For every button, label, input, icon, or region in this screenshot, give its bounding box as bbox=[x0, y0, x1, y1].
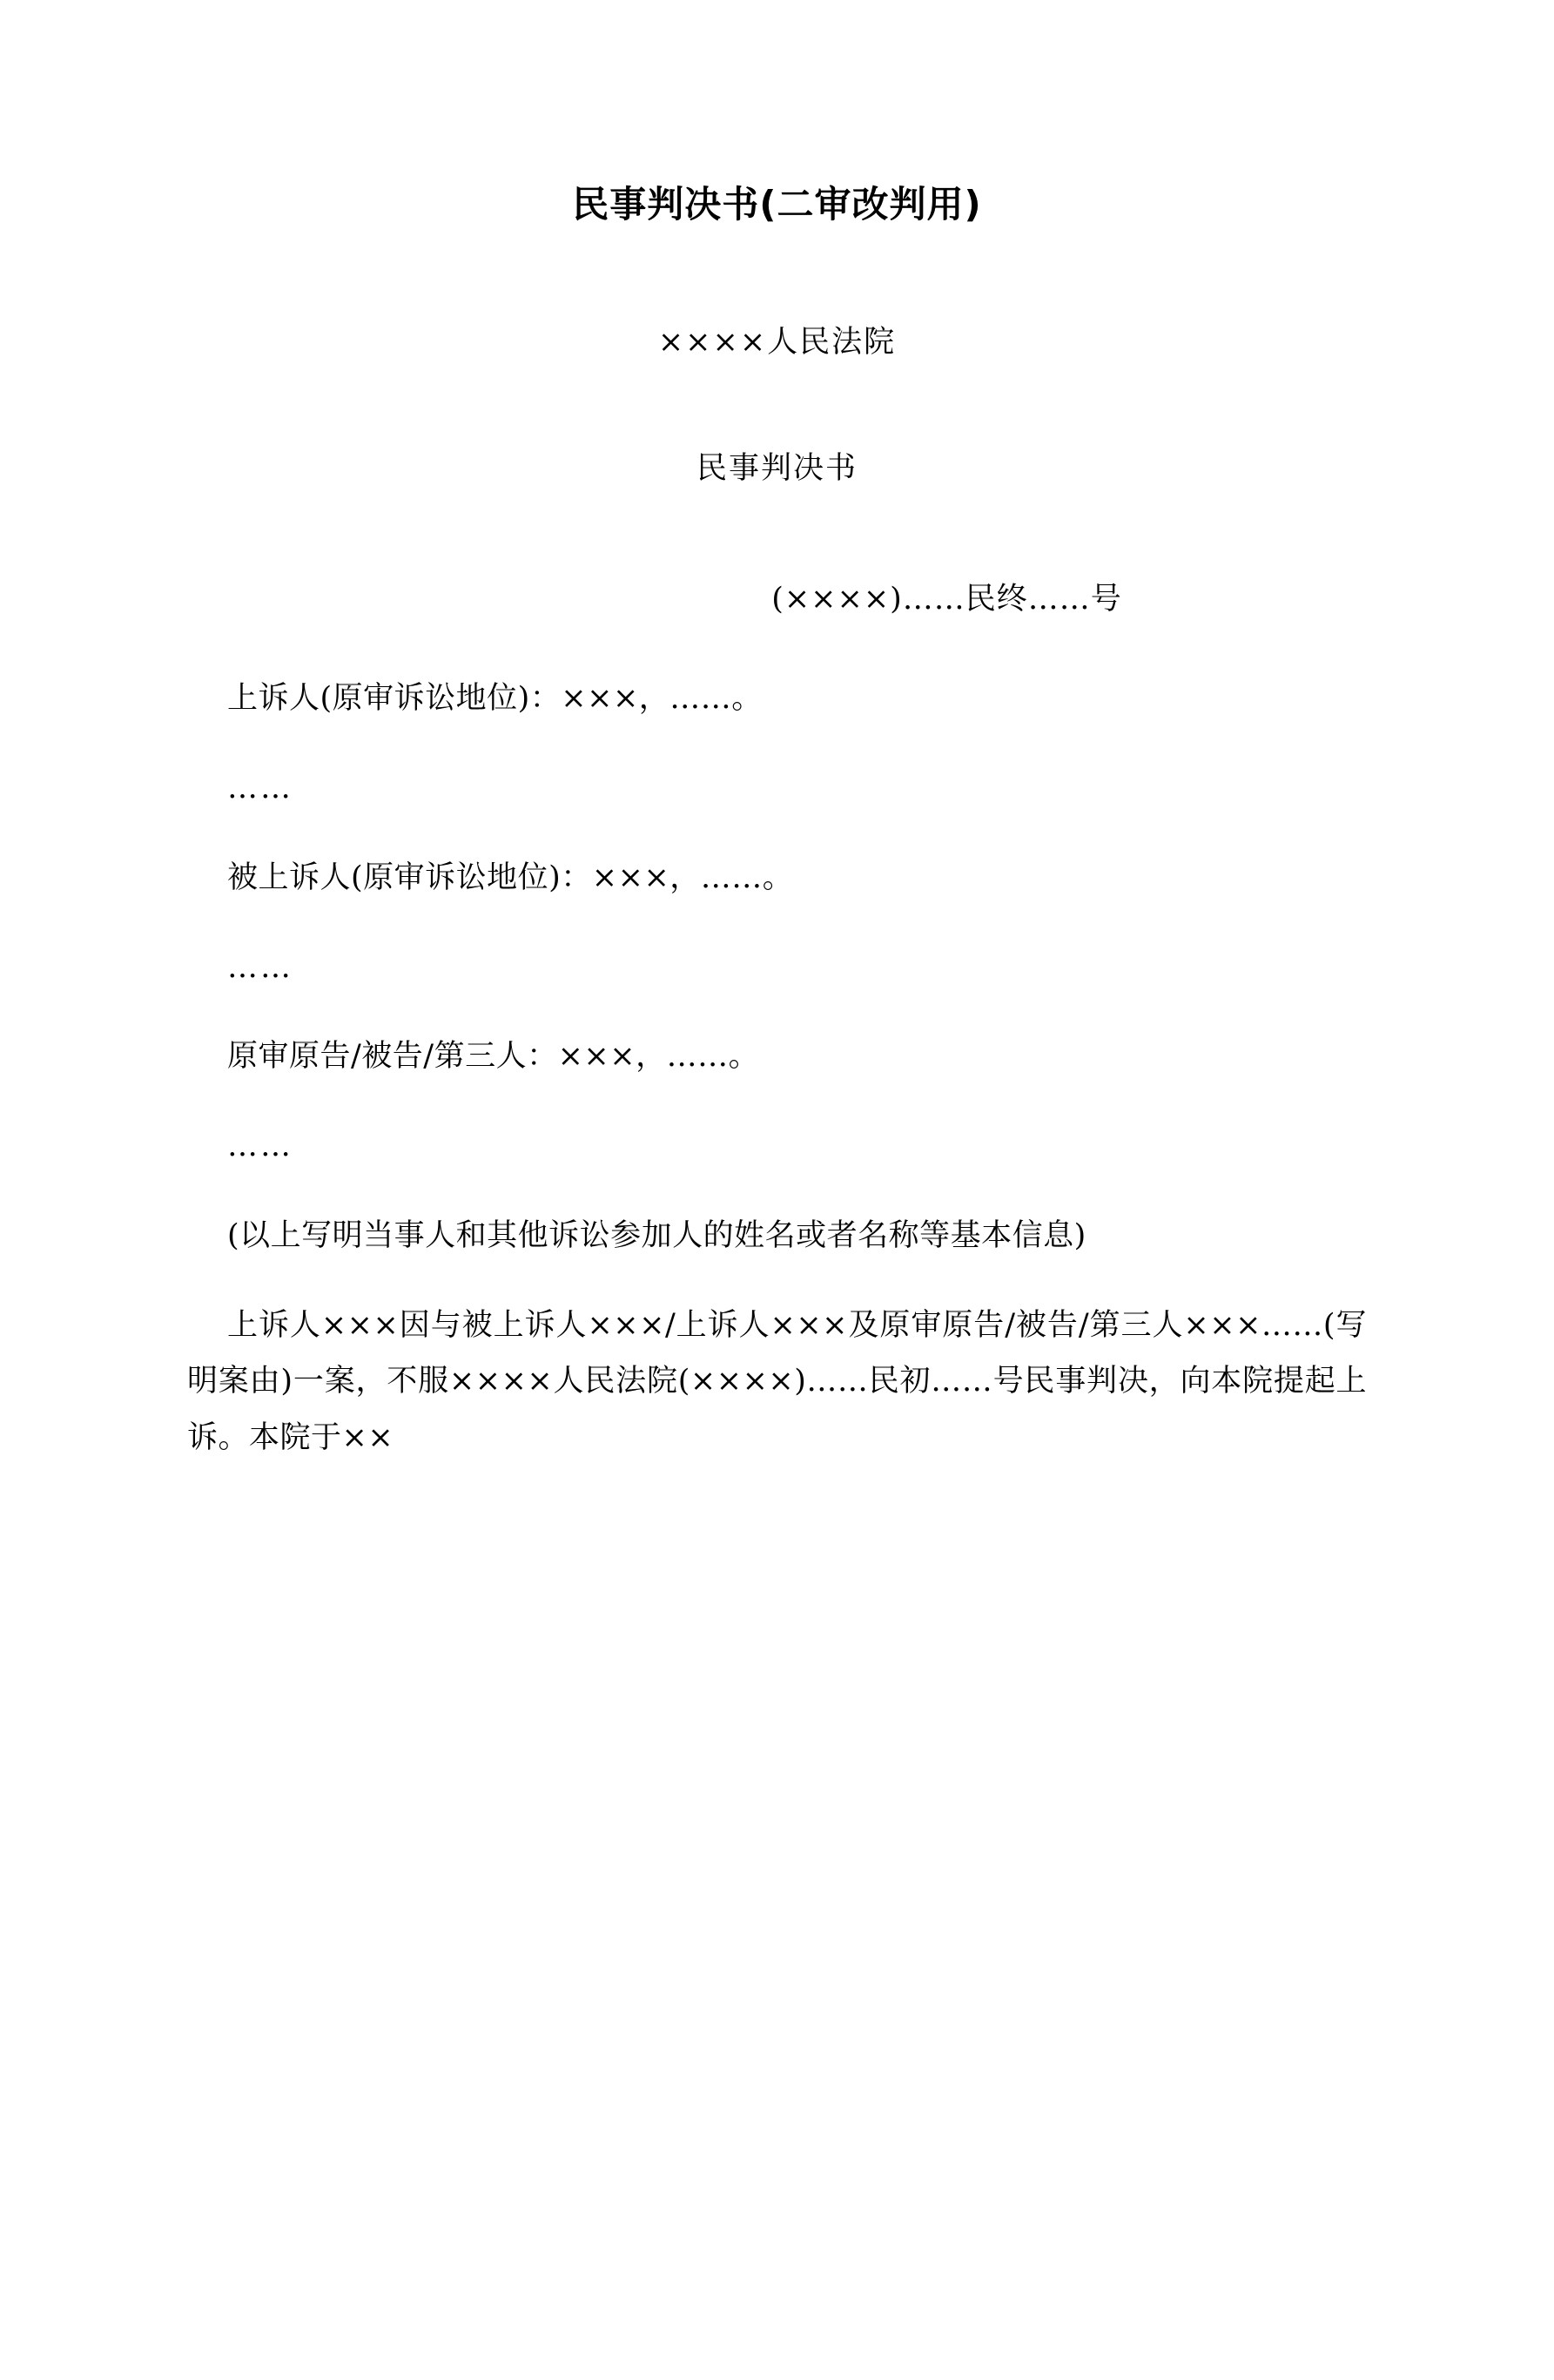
ellipsis-paragraph-3: …… bbox=[227, 1129, 293, 1164]
note-paragraph: (以上写明当事人和其他诉讼参加人的姓名或者名称等基本信息) bbox=[227, 1217, 1086, 1253]
ellipsis-paragraph-1: …… bbox=[227, 771, 293, 806]
appellee-paragraph: 被上诉人(原审诉讼地位)：×××，……。 bbox=[227, 860, 794, 895]
court-name: ××××人民法院 bbox=[657, 325, 897, 361]
document-body bbox=[187, 671, 1367, 1466]
document-subtitle: 民事判决书 bbox=[696, 451, 858, 487]
document-page bbox=[0, 183, 1554, 2380]
original-party-paragraph: 原审原告/被告/第三人：×××，……。 bbox=[227, 1039, 760, 1075]
ellipsis-paragraph-2: …… bbox=[227, 949, 293, 985]
appellant-paragraph: 上诉人(原审诉讼地位)：×××，……。 bbox=[227, 681, 763, 717]
case-summary-paragraph: 上诉人×××因与被上诉人×××/上诉人×××及原审原告/被告/第三人×××……(写明案由)一案，不服××××人民法院(××××)……民初……号民事判决，向本院提起上诉。本院于×× bbox=[187, 1307, 1367, 1456]
case-number: (××××)……民终……号 bbox=[771, 582, 1122, 617]
page-title: 民事判决书(二审改判用) bbox=[572, 183, 982, 226]
